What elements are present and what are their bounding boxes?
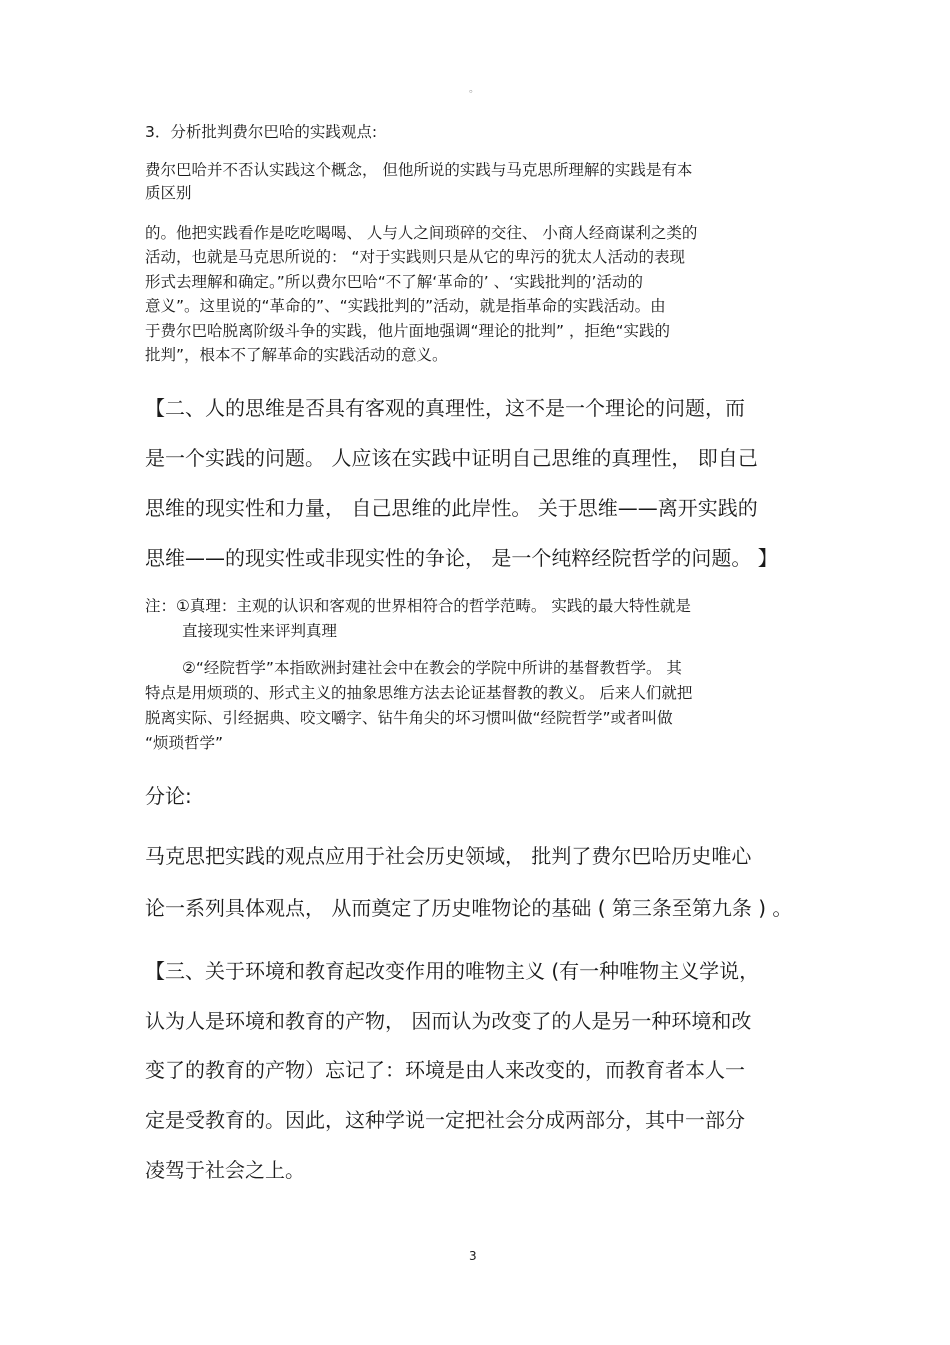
section3-heading: 3．分析批判费尔巴哈的实践观点:	[145, 123, 378, 141]
section3-line: 形式去理解和确定。”所以费尔巴哈“不了解‘革命的’ 、‘实践批判的’活动的	[145, 273, 643, 291]
header-mark: 。	[469, 84, 479, 95]
thesis3-line: 认为人是环境和教育的产物， 因而认为改变了的人是另一种环境和改	[145, 1009, 752, 1033]
section3-line: 的。他把实践看作是吃吃喝喝、 人与人之间琐碎的交往、 小商人经商谋利之类的	[145, 224, 698, 242]
section3-line: 活动，也就是马克思所说的： “对于实践则只是从它的卑污的犹太人活动的表现	[145, 248, 685, 266]
thesis3-line: 定是受教育的。因此，这种学说一定把社会分成两部分，其中一部分	[145, 1108, 745, 1132]
page-number: 3	[469, 1249, 477, 1263]
fenlun-line: 马克思把实践的观点应用于社会历史领域， 批判了费尔巴哈历史唯心	[145, 844, 752, 868]
thesis2-line: 【二、人的思维是否具有客观的真理性，这不是一个理论的问题，而	[145, 396, 745, 420]
note-line: 注：①真理：主观的认识和客观的世界相符合的哲学范畴。 实践的最大特性就是	[145, 597, 691, 615]
thesis2-line: 是一个实践的问题。 人应该在实践中证明自己思维的真理性， 即自己	[145, 446, 758, 470]
note-line: 脱离实际、引经据典、咬文嚼字、钻牛角尖的坏习惯叫做“经院哲学”或者叫做	[145, 709, 673, 727]
section3-line: 意义”。这里说的“革命的”、“实践批判的”活动，就是指革命的实践活动。由	[145, 297, 666, 315]
section3-line: 费尔巴哈并不否认实践这个概念， 但他所说的实践与马克思所理解的实践是有本	[145, 161, 693, 179]
fenlun-line: 论一系列具体观点， 从而奠定了历史唯物论的基础 ( 第三条至第九条 ) 。	[145, 896, 793, 920]
thesis2-line: 思维的现实性和力量， 自己思维的此岸性。 关于思维——离开实践的	[145, 496, 758, 520]
note-line: 直接现实性来评判真理	[182, 622, 338, 640]
note-line: “烦琐哲学”	[145, 734, 224, 752]
thesis3-line: 凌驾于社会之上。	[145, 1158, 305, 1182]
section3-line: 批判”，根本不了解革命的实践活动的意义。	[145, 346, 448, 364]
thesis2-line: 思维——的现实性或非现实性的争论， 是一个纯粹经院哲学的问题。 】	[145, 546, 778, 570]
note-line: 特点是用烦琐的、形式主义的抽象思维方法去论证基督教的教义。 后来人们就把	[145, 684, 693, 702]
thesis3-line: 【三、关于环境和教育起改变作用的唯物主义 (有一种唯物主义学说，	[145, 959, 760, 983]
fenlun-heading: 分论:	[145, 784, 192, 808]
section3-line: 质区别	[145, 184, 192, 202]
section3-line: 于费尔巴哈脱离阶级斗争的实践，他片面地强调“理论的批判” ，拒绝“实践的	[145, 322, 671, 340]
note-line: ②“经院哲学”本指欧洲封建社会中在教会的学院中所讲的基督教哲学。 其	[182, 659, 682, 677]
thesis3-line: 变了的教育的产物）忘记了：环境是由人来改变的，而教育者本人一	[145, 1058, 745, 1082]
